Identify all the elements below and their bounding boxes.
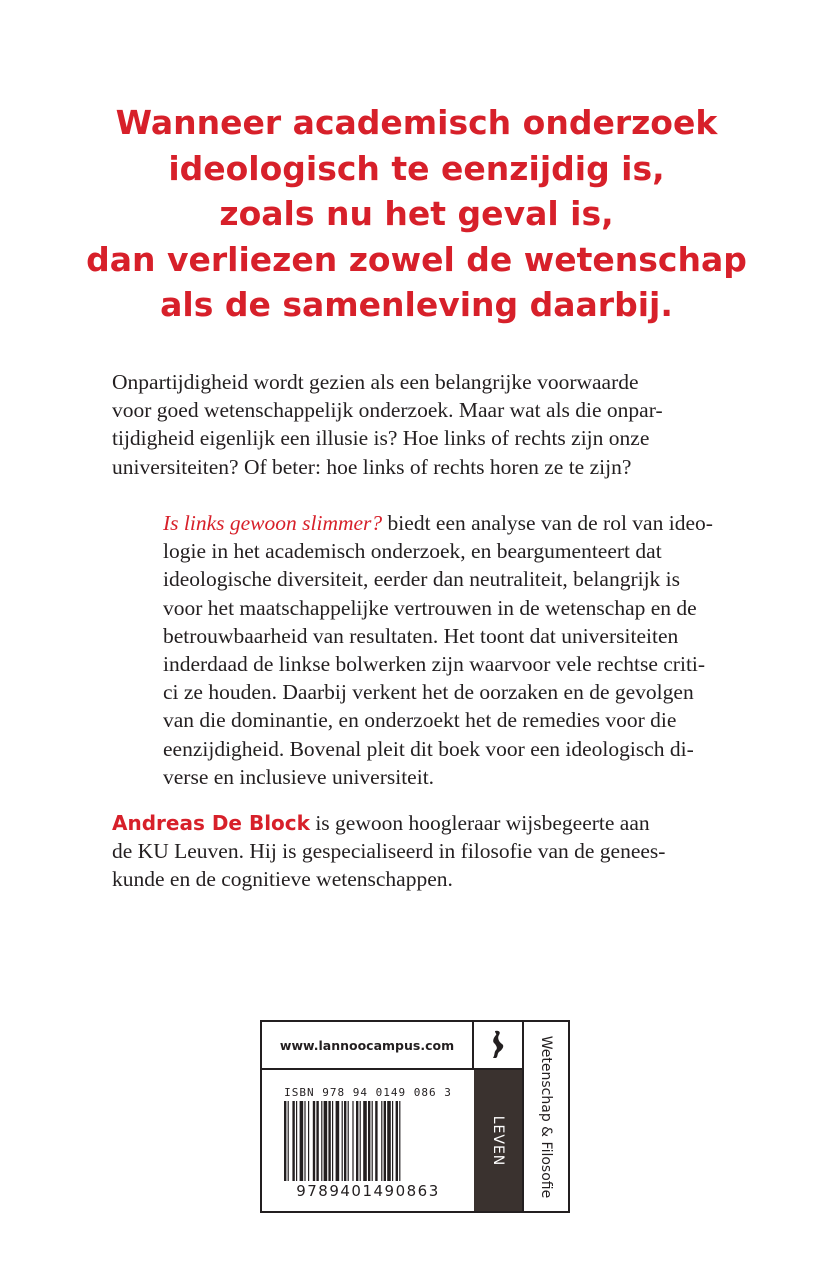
intro-line: Onpartijdigheid wordt gezien als een belangrijke voorwaarde — [112, 370, 639, 394]
barcode-bar — [288, 1101, 289, 1181]
barcode-bar — [352, 1101, 353, 1181]
barcode-bar — [321, 1101, 322, 1181]
pull-quote-line: dan verliezen zowel de wetenschap — [86, 239, 747, 279]
barcode-bar — [308, 1101, 309, 1181]
barcode-bar — [396, 1101, 398, 1181]
barcode-bar — [392, 1101, 393, 1181]
barcode-bar — [342, 1101, 343, 1181]
description-line: inderdaad de linkse bolwerken zijn waarvoor vele rechtse criti- — [163, 652, 706, 677]
barcode-bar — [324, 1101, 328, 1181]
publisher-logo-icon — [474, 1022, 520, 1066]
intro-line: universiteiten? Of beter: hoe links of rechts horen ze te zijn? — [112, 454, 632, 479]
barcode-bar — [316, 1101, 318, 1181]
barcode-bar — [372, 1101, 373, 1181]
description-line: van die dominantie, en onderzoekt het de remedies voor die — [163, 708, 677, 733]
barcode-block — [260, 1020, 570, 1213]
author-name: Andreas De Block — [112, 811, 310, 835]
barcode-bar — [356, 1101, 358, 1181]
barcode-bar — [313, 1101, 315, 1181]
author-line: de KU Leuven. Hij is gespecialiseerd in filosofie van de genees- — [112, 839, 666, 864]
author-line: kunde en de cognitieve wetenschappen. — [112, 867, 453, 892]
description-line: verse en inclusieve universiteit. — [163, 764, 435, 789]
series-panel — [524, 1022, 568, 1211]
pull-quote-line: als de samenleving daarbij. — [160, 285, 673, 324]
barcode-bar — [360, 1101, 361, 1181]
category-panel — [474, 1070, 524, 1211]
ean-number: 9789401490863 — [296, 1182, 440, 1200]
barcode-area — [262, 1070, 474, 1211]
description-line: eenzijdigheid. Bovenal pleit dit boek voor een ideologisch di- — [163, 736, 694, 761]
pull-quote-line: Wanneer academisch onderzoek — [115, 103, 718, 142]
barcode-bar — [292, 1101, 294, 1181]
pull-quote — [60, 100, 773, 328]
barcode-bar — [348, 1101, 349, 1181]
description-line-rest: biedt een analyse van de rol van ideo- — [382, 511, 713, 535]
intro-line: tijdigheid eigenlijk een illusie is? Hoe links of rechts zijn onze — [112, 426, 650, 451]
barcode-bar — [375, 1101, 377, 1181]
author-line-rest: is gewoon hoogleraar wijsbegeerte aan — [309, 811, 650, 835]
barcode-bar — [387, 1101, 391, 1181]
barcode-bar — [284, 1101, 286, 1181]
publisher-logo — [474, 1022, 524, 1070]
barcode-bar — [300, 1101, 304, 1181]
pull-quote-line: zoals nu het geval is, — [219, 194, 614, 233]
category-label: LEVEN — [490, 1115, 506, 1166]
author-bio — [112, 809, 712, 894]
isbn-label: ISBN 978 94 0149 086 3 — [284, 1086, 452, 1099]
intro-paragraph — [112, 368, 712, 481]
series-label: Wetenschap & Filosofie — [538, 1035, 554, 1198]
barcode-graphic — [284, 1101, 454, 1181]
description-first-line — [163, 509, 713, 537]
publisher-website[interactable]: www.lannoocampus.com — [262, 1022, 474, 1070]
barcode-bar — [368, 1101, 370, 1181]
barcode-bar — [336, 1101, 340, 1181]
description-line: voor het maatschappelijke vertrouwen in de wetenschap en de — [163, 595, 697, 620]
description-line: betrouwbaarheid van resultaten. Het toont dat universiteiten — [163, 623, 679, 648]
intro-line: voor goed wetenschappelijk onderzoek. Maar wat als die onpar- — [112, 398, 663, 423]
barcode-bar — [384, 1101, 386, 1181]
description-line: ideologische diversiteit, eerder dan neutraliteit, belangrijk is — [163, 567, 681, 592]
book-title: Is links gewoon slimmer? — [163, 511, 383, 535]
author-first-line — [112, 809, 712, 837]
barcode-bar — [363, 1101, 367, 1181]
description-line: ci ze houden. Daarbij verkent het de oorzaken en de gevolgen — [163, 680, 694, 705]
barcode-bar — [328, 1101, 330, 1181]
pull-quote-line: ideologisch te eenzijdig is, — [168, 148, 665, 188]
barcode-bar — [399, 1101, 400, 1181]
barcode-bar — [344, 1101, 346, 1181]
barcode-bar — [296, 1101, 297, 1181]
barcode-bar — [332, 1101, 333, 1181]
barcode-bar — [304, 1101, 305, 1181]
description-paragraph — [163, 509, 713, 791]
barcode-bar — [381, 1101, 382, 1181]
description-line: logie in het academisch onderzoek, en beargumenteert dat — [163, 539, 662, 564]
